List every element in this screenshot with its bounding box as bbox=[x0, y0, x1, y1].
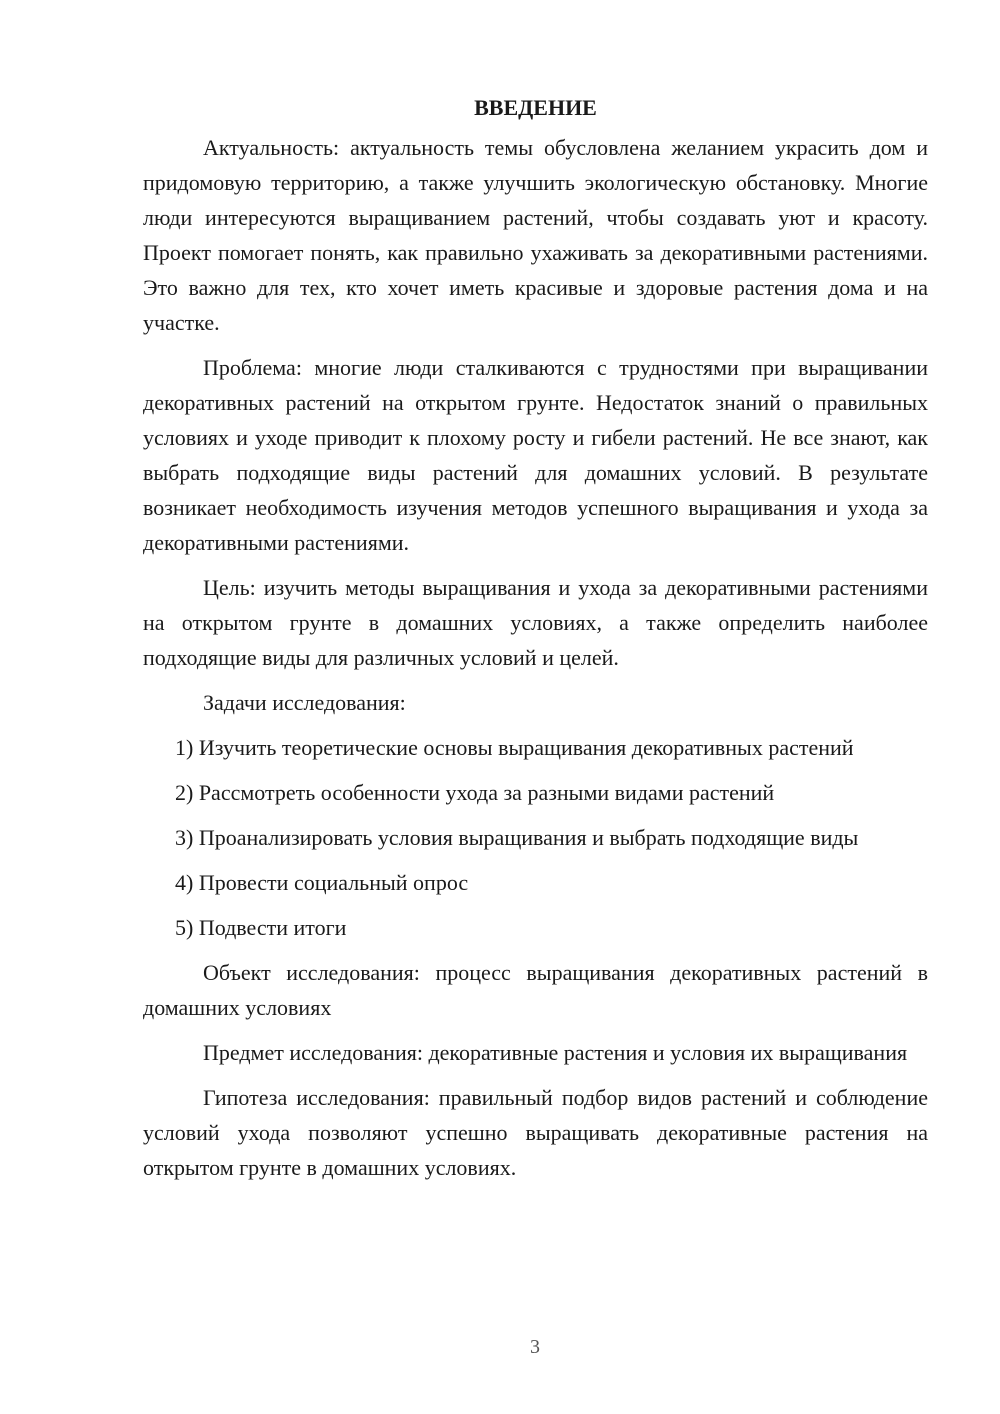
paragraph-problem: Проблема: многие люди сталкиваются с трудностями при выращивании декоративных растений на открытом грунте. Недостаток знаний о правильных условиях и уходе приводит к плохому росту и гибели растений. Не все знают, как выбрать подходящие виды растений для домашних условий. В результате возникает необходимость изучения методов успешного выращивания и ухода за декоративными растениями. bbox=[143, 355, 928, 555]
paragraph-subject: Предмет исследования: декоративные растения и условия их выращивания bbox=[203, 1040, 908, 1065]
task-item: 1) Изучить теоретические основы выращивания декоративных растений bbox=[175, 735, 854, 760]
document-page bbox=[143, 90, 928, 1195]
paragraph-goal: Цель: изучить методы выращивания и ухода за декоративными растениями на открытом грунте в домашних условиях, а также определить наиболее подходящие виды для различных условий и целей. bbox=[143, 575, 928, 670]
section-heading: ВВЕДЕНИЕ bbox=[474, 95, 597, 120]
task-item: 3) Проанализировать условия выращивания и выбрать подходящие виды bbox=[175, 825, 859, 850]
paragraph-hypothesis: Гипотеза исследования: правильный подбор видов растений и соблюдение условий ухода позволяют успешно выращивать декоративные растения на открытом грунте в домашних условиях. bbox=[143, 1085, 928, 1180]
paragraph-relevance: Актуальность: актуальность темы обусловлена желанием украсить дом и придомовую территорию, а также улучшить экологическую обстановку. Многие люди интересуются выращиванием растений, чтобы создавать уют и красоту. Проект помогает понять, как правильно ухаживать за декоративными растениями. Это важно для тех, кто хочет иметь красивые и здоровые растения дома и на участке. bbox=[143, 135, 928, 335]
tasks-heading: Задачи исследования: bbox=[203, 690, 406, 715]
page-number: 3 bbox=[530, 1336, 540, 1358]
paragraph-object: Объект исследования: процесс выращивания декоративных растений в домашних условиях bbox=[143, 960, 928, 1020]
task-item: 5) Подвести итоги bbox=[175, 915, 347, 940]
task-item: 2) Рассмотреть особенности ухода за разными видами растений bbox=[175, 780, 775, 805]
task-item: 4) Провести социальный опрос bbox=[175, 870, 469, 895]
